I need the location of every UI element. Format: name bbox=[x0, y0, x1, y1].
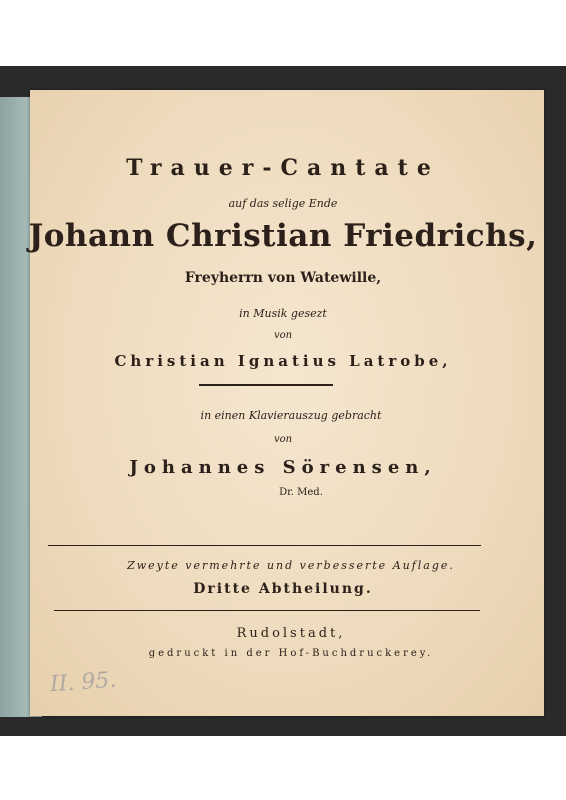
honoree-name: Johann Christian Friedrichs, bbox=[28, 218, 538, 254]
by-label-composer: von bbox=[273, 330, 293, 341]
honoree-title: Freyherrn von Watewille, bbox=[184, 270, 382, 286]
subtitle-dedication: auf das selige Ende bbox=[228, 197, 338, 210]
part-label: Dritte Abtheilung. bbox=[193, 581, 373, 597]
arranger-title: Dr. Med. bbox=[279, 487, 323, 498]
arranger-name: Johannes Sörensen, bbox=[129, 457, 437, 478]
edition-note: Zweyte vermehrte und verbesserte Auflage. bbox=[127, 559, 455, 572]
page-title: Trauer-Cantate bbox=[126, 155, 440, 181]
imprint-printer: gedruckt in der Hof-Buchdruckerey. bbox=[148, 648, 434, 659]
handwritten-shelfmark: II. 95. bbox=[49, 667, 118, 698]
composer-name: Christian Ignatius Latrobe, bbox=[114, 352, 452, 370]
subtitle-composed: in Musik gesezt bbox=[239, 307, 327, 320]
imprint-city: Rudolstadt, bbox=[236, 626, 346, 641]
divider-short bbox=[199, 384, 333, 386]
title-page bbox=[30, 90, 544, 716]
divider-bottom bbox=[54, 610, 480, 611]
by-label-arranger: von bbox=[273, 434, 293, 445]
subtitle-arrangement: in einen Klavierauszug gebracht bbox=[200, 409, 382, 422]
divider-top bbox=[48, 545, 481, 546]
